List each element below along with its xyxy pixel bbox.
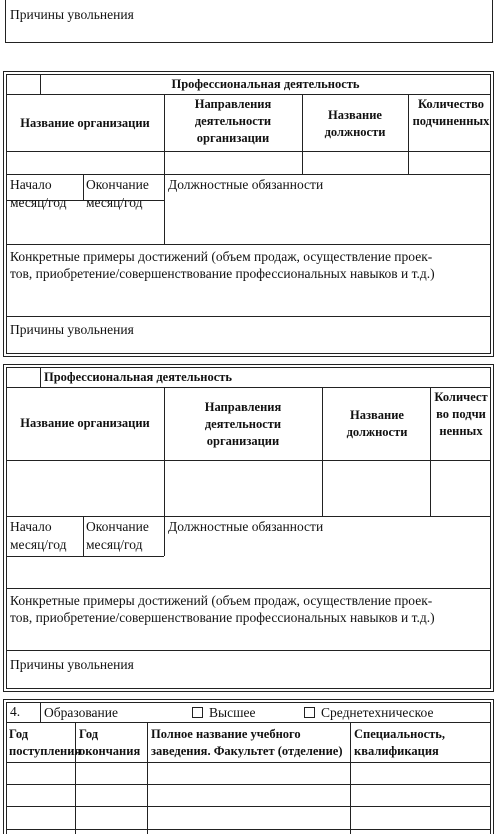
work1-dir-field[interactable]: [165, 152, 302, 173]
work2-achievements-line2: тов, приобретение/совершенствование профессиональных навыков и т.д.): [10, 610, 435, 625]
work1-col-dir: Направления деятельности организации: [194, 97, 272, 145]
work1-reasons-label: Причины увольнения: [10, 322, 134, 337]
work2-title: Профессиональная деятельность: [44, 370, 233, 384]
checkbox-icon[interactable]: [192, 707, 203, 718]
work1-col-org: Название организации: [20, 116, 150, 130]
education-option-higher[interactable]: [192, 704, 255, 722]
work1-title: Профессиональная деятельность: [171, 77, 360, 91]
work2-col-pos: Название должности: [346, 408, 408, 439]
work1-org-field[interactable]: [7, 152, 164, 173]
work2-col-sub: Количество подчиненных: [434, 390, 488, 438]
edu-row-2[interactable]: [7, 785, 491, 806]
work2-start-label: Начало месяц/год: [10, 519, 67, 552]
work2-reasons-label: Причины увольнения: [10, 657, 134, 672]
work2-end-label: Окончание месяц/год: [86, 519, 149, 552]
work1-achievements-line1: Конкретные примеры достижений (объем продаж, осуществление проек-: [10, 249, 433, 264]
work2-achievements-line1: Конкретные примеры достижений (объем продаж, осуществление проек-: [10, 593, 433, 608]
option-secondary-label: Среднетехническое: [321, 705, 434, 720]
work2-col-dir: Направления деятельности организации: [204, 400, 282, 448]
work2-sub-field[interactable]: [431, 461, 491, 515]
work1-duties-label: Должностные обязанности: [168, 177, 324, 192]
work1-achievements-line2: тов, приобретение/совершенствование профессиональных навыков и т.д.): [10, 266, 435, 281]
edu-col-name: Полное название учебного заведения. Факультет (отделение): [151, 727, 343, 758]
checkbox-icon[interactable]: [304, 707, 315, 718]
work2-duties-label: Должностные обязанности: [168, 519, 324, 534]
edu-col-spec: Специальность, квалификация: [354, 727, 446, 758]
work2-pos-field[interactable]: [323, 461, 430, 515]
work1-col-pos: Название должности: [324, 108, 386, 139]
edu-col-end: Год окончания: [79, 727, 141, 758]
education-number: 4.: [10, 704, 21, 719]
work1-col-sub: Количество подчиненных: [412, 97, 490, 128]
top-reasons-label: Причины увольнения: [10, 7, 134, 22]
work1-end-label: Окончание месяц/год: [86, 177, 149, 210]
work1-sub-field[interactable]: [409, 152, 491, 173]
education-title: Образование: [44, 705, 118, 720]
work1-pos-field[interactable]: [303, 152, 408, 173]
education-option-secondary[interactable]: [304, 704, 433, 722]
option-higher-label: Высшее: [209, 705, 256, 720]
edu-row-3[interactable]: [7, 807, 491, 829]
edu-col-start: Год поступления: [9, 727, 82, 758]
work2-col-org: Название организации: [20, 416, 150, 430]
work2-org-field[interactable]: [7, 461, 164, 515]
work1-start-label: Начало месяц/год: [10, 177, 67, 210]
edu-row-1[interactable]: [7, 763, 491, 784]
work2-dir-field[interactable]: [165, 461, 322, 515]
